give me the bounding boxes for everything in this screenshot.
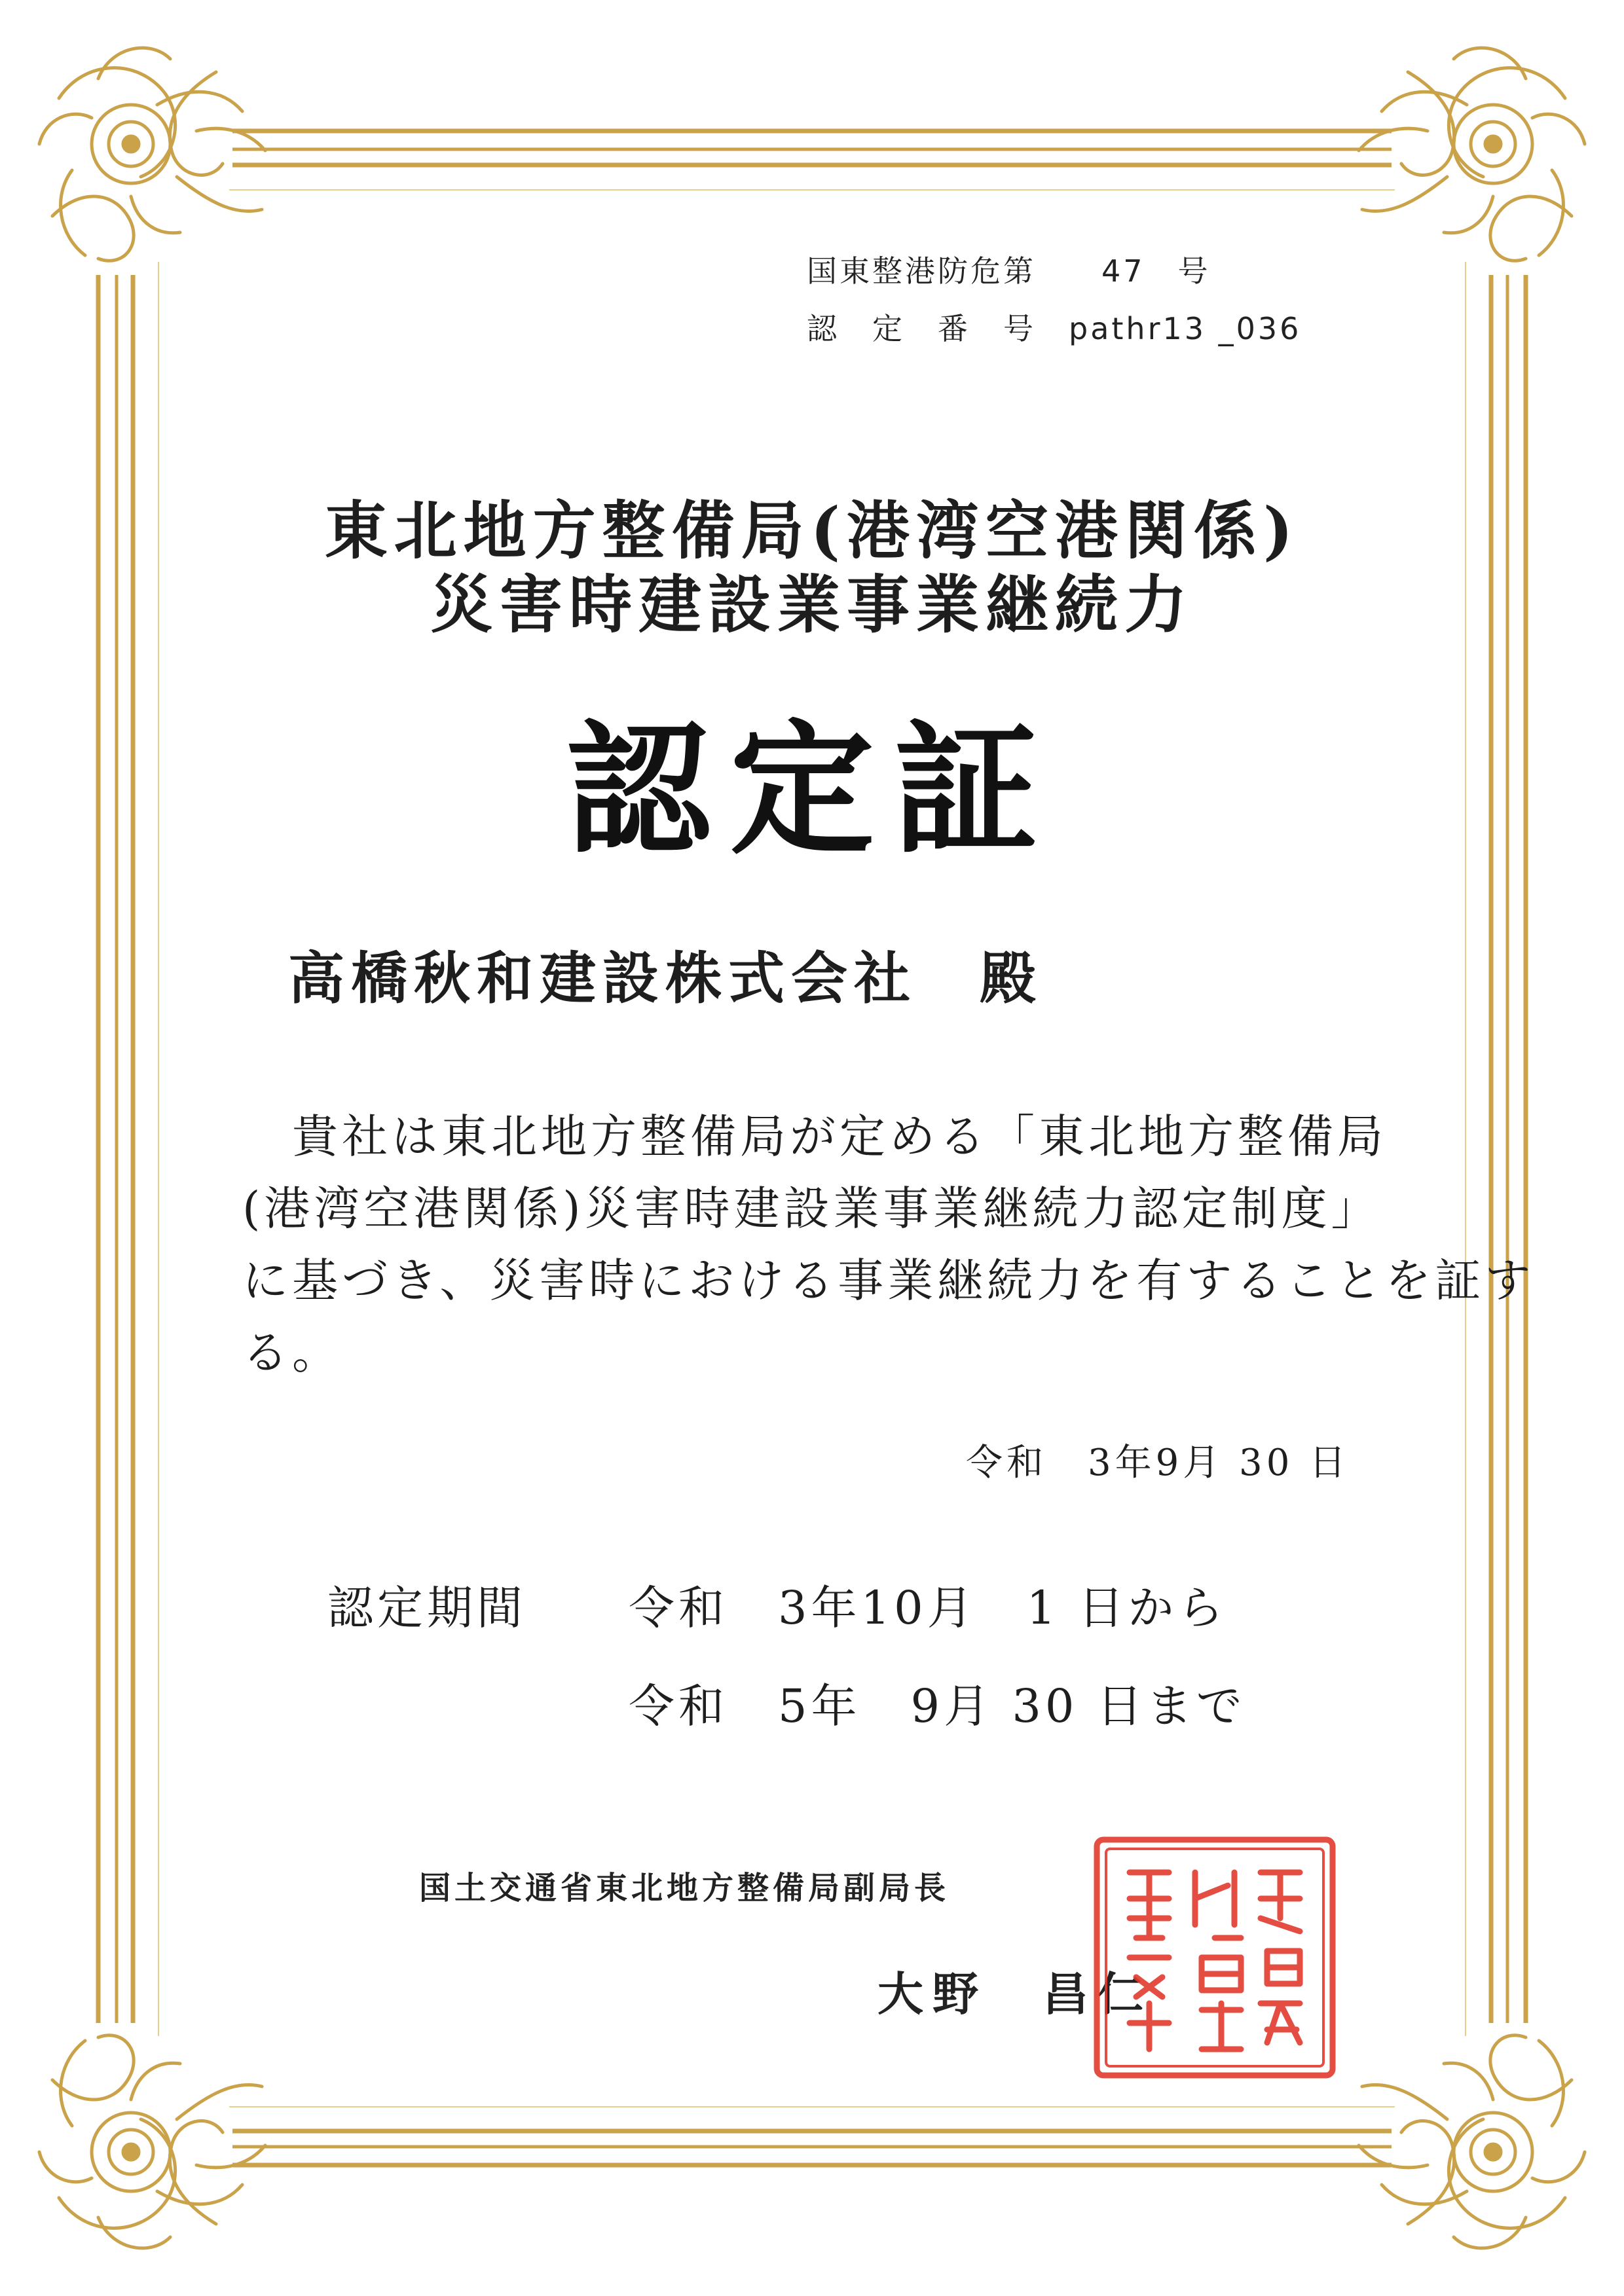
certification-number: 認 定 番 号 pathr13 _036 (807, 311, 1302, 346)
body-line: に基づき、災害時における事業継続力を有することを証す (242, 1254, 1535, 1307)
official-seal (1090, 1833, 1339, 2082)
body-line: る。 (242, 1326, 342, 1379)
body-line: 貴社は東北地方整備局が定める「東北地方整備局 (242, 1110, 1387, 1163)
corner-ornament-bottom-right (1359, 2035, 1585, 2248)
period-end: 令和 5年 9月 30 日まで (629, 1679, 1246, 1733)
issuer-title: 国土交通省東北地方整備局副局長 (419, 1870, 950, 1906)
issue-date: 令和 3年9月 30 日 (966, 1442, 1350, 1484)
signer-name: 大野 昌仁 (877, 1967, 1153, 2021)
body-line: (港湾空港関係)災害時建設業事業継続力認定制度」 (242, 1182, 1381, 1235)
period-label: 認定期間 (327, 1581, 526, 1635)
corner-ornament-top-right (1359, 48, 1585, 261)
certificate-title: 認定証 (566, 704, 1058, 874)
corner-ornament-bottom-left (39, 2035, 265, 2248)
title-line-2: 災害時建設業事業継続力 (430, 568, 1194, 642)
title-line-1: 東北地方整備局(港湾空港関係) (324, 494, 1300, 568)
recipient-name: 高橋秋和建設株式会社 殿 (288, 945, 1043, 1011)
corner-ornament-top-left (39, 48, 265, 261)
document-number: 国東整港防危第 47 号 (807, 253, 1211, 289)
period-start: 令和 3年10月 1 日から (629, 1581, 1228, 1635)
